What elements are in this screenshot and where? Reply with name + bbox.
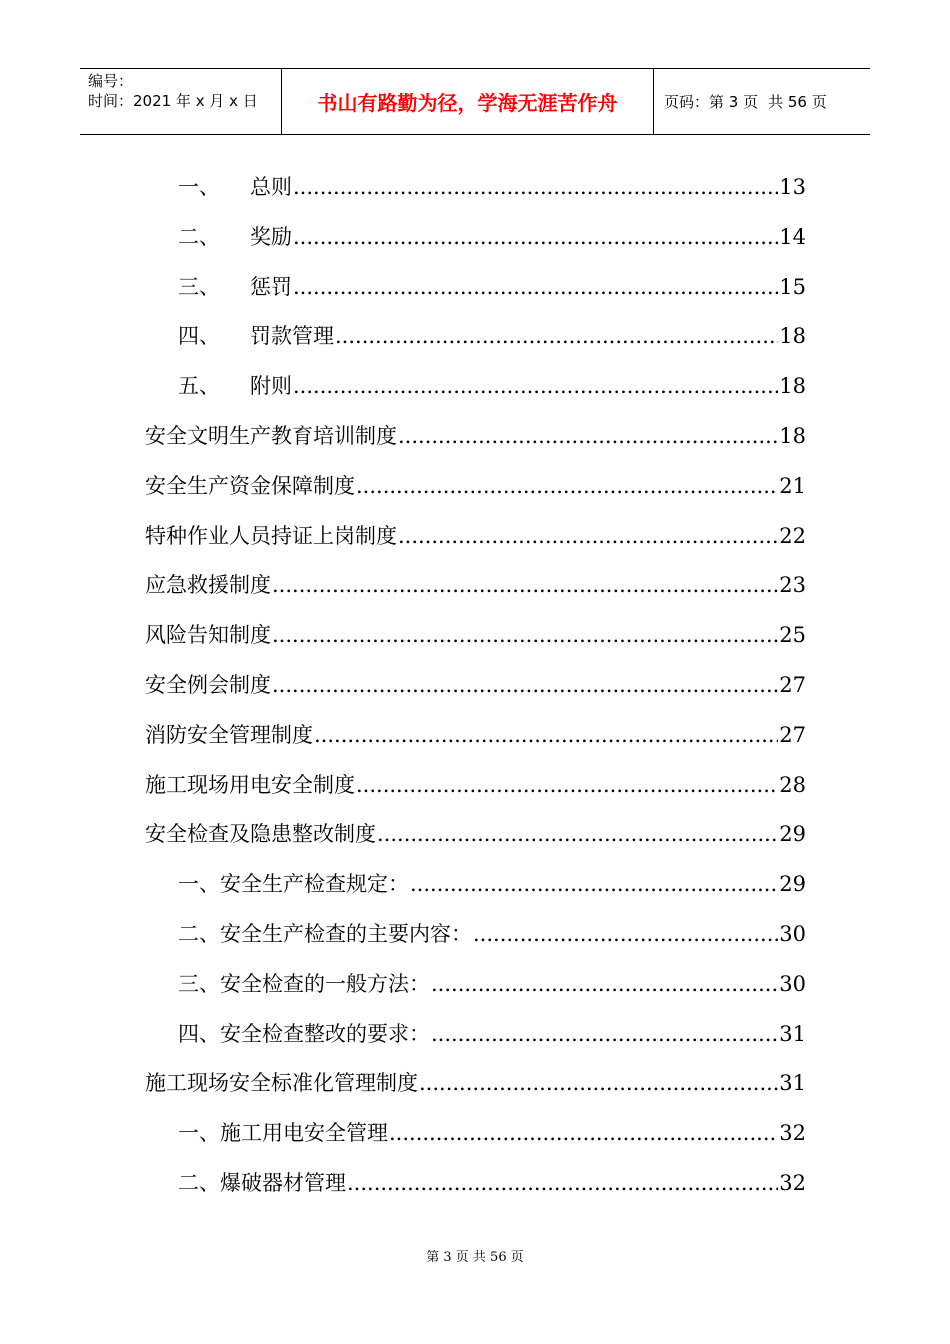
toc-leader-dots [410,869,778,899]
toc-entry-text: 特种作业人员持证上岗制度 [145,523,397,548]
toc-entry[interactable] [145,511,806,551]
toc-entry-text: 安全检查整改的要求： [220,1021,430,1046]
toc-entry[interactable] [145,760,806,800]
toc-entry[interactable] [178,311,806,351]
toc-entry-title [178,172,292,202]
toc-entry[interactable] [178,1158,806,1198]
toc-entry-title [145,1068,418,1098]
toc-entry-title [178,371,292,401]
toc-entry[interactable] [145,610,806,650]
toc-entry-number: 二、 [178,1171,220,1195]
header-motto: 书山有路勤为径，学海无涯苦作舟 [282,69,654,134]
toc-entry-page: 31 [779,1021,806,1046]
toc-entry-text: 安全生产资金保障制度 [145,473,355,498]
toc-leader-dots [398,421,778,451]
toc-leader-dots [356,471,778,501]
toc-entry-text: 总则 [250,175,292,199]
toc-entry-title [178,1019,430,1049]
toc-entry-page: 14 [779,224,806,249]
toc-entry-text: 安全文明生产教育培训制度 [145,424,397,448]
toc-entry-page: 18 [779,324,806,349]
toc-entry-page: 22 [779,523,806,548]
toc-leader-dots [293,371,778,401]
toc-entry-text: 消防安全管理制度 [145,722,313,747]
toc-leader-dots [347,1168,778,1198]
toc-entry-text: 惩罚 [250,274,292,299]
toc-entry-page: 29 [779,822,806,847]
toc-leader-dots [272,570,778,600]
doc-date-label: 时间：2021 年 x 月 x 日 [88,92,258,110]
toc-entry-title [178,1168,346,1198]
page-header [80,68,870,135]
toc-entry-title [145,770,355,800]
toc-entry-title [145,670,271,700]
toc-entry[interactable] [145,411,806,451]
header-page-label: 页码：第 3 页 [664,93,759,111]
toc-entry[interactable] [145,1058,806,1098]
toc-entry-number: 二、 [178,922,220,946]
toc-entry-title [178,919,472,949]
toc-entry-page: 27 [779,722,806,747]
toc-entry-title [145,570,271,600]
toc-entry-page: 23 [779,573,806,598]
toc-entry[interactable] [145,461,806,501]
toc-entry-text: 施工用电安全管理 [220,1121,388,1146]
toc-entry-text: 罚款管理 [250,324,334,349]
toc-entry-page: 18 [779,424,806,448]
toc-entry-title [145,421,397,451]
toc-entry-text: 施工现场安全标准化管理制度 [145,1071,418,1096]
toc-entry[interactable] [178,262,806,302]
toc-leader-dots [272,620,778,650]
toc-leader-dots [335,321,778,351]
toc-entry[interactable] [145,560,806,600]
toc-entry-page: 28 [779,772,806,797]
toc-entry-page: 15 [779,274,806,299]
toc-entry[interactable] [178,1108,806,1148]
toc-entry-number: 一、 [178,175,220,199]
toc-entry-title [178,969,430,999]
toc-entry-page: 18 [779,374,806,399]
toc-entry-text: 安全检查的一般方法： [220,971,430,996]
toc-entry-text: 安全例会制度 [145,673,271,697]
doc-number-label: 编号： [88,72,134,90]
toc-entry-text: 施工现场用电安全制度 [145,772,355,797]
toc-entry-number: 一、 [178,872,220,897]
toc-entry-number: 一、 [178,1121,220,1146]
toc-entry-text: 安全检查及隐患整改制度 [145,822,376,847]
toc-leader-dots [419,1068,778,1098]
header-meta [80,69,282,134]
toc-entry-number: 五、 [178,374,220,399]
toc-entry-text: 应急救援制度 [145,573,271,598]
toc-leader-dots [293,272,778,302]
toc-entry[interactable] [178,361,806,401]
toc-entry-page: 21 [779,473,806,498]
toc-entry[interactable] [145,660,806,700]
toc-entry[interactable] [145,710,806,750]
toc-entry-text: 附则 [250,374,292,399]
toc-entry-text: 风险告知制度 [145,623,271,648]
toc-entry-text: 安全生产检查规定： [220,872,409,897]
toc-entry-text: 奖励 [250,224,292,249]
toc-entry[interactable] [178,212,806,252]
header-page-info [654,69,870,134]
toc-entry-page: 27 [779,673,806,697]
toc-entry-page: 30 [779,971,806,996]
toc-entry-title [178,1118,388,1148]
toc-entry-page: 25 [779,623,806,648]
toc-entry-title [145,720,313,750]
toc-leader-dots [398,521,778,551]
toc-entry-text: 爆破器材管理 [220,1171,346,1195]
toc-entry-number: 三、 [178,971,220,996]
toc-entry-page: 29 [779,872,806,897]
header-total-label: 共 56 页 [768,93,827,111]
toc-entry-title [178,222,292,252]
toc-entry-title [145,620,271,650]
toc-entry-page: 31 [779,1071,806,1096]
toc-leader-dots [314,720,778,750]
toc-entry[interactable] [145,809,806,849]
toc-leader-dots [431,969,778,999]
toc-entry-title [178,869,409,899]
toc-entry-title [145,819,376,849]
toc-entry-page: 30 [779,922,806,946]
toc-leader-dots [293,172,778,202]
toc-entry-number: 二、 [178,224,220,249]
toc-entry-title [145,521,397,551]
toc-entry-page: 32 [779,1171,806,1195]
toc-entry-number: 四、 [178,1021,220,1046]
toc-entry-title [178,321,334,351]
toc-leader-dots [293,222,778,252]
toc-entry-title [178,272,292,302]
toc-leader-dots [377,819,778,849]
page-footer: 第 3 页 共 56 页 [426,1250,524,1265]
toc-entry-page: 32 [779,1121,806,1146]
toc-leader-dots [389,1118,778,1148]
toc-leader-dots [272,670,778,700]
toc-entry-title [145,471,355,501]
toc-entry[interactable] [178,162,806,202]
toc-leader-dots [431,1019,778,1049]
toc-leader-dots [473,919,778,949]
toc-entry-number: 四、 [178,324,220,349]
toc-entry[interactable] [178,859,806,899]
toc-entry-text: 安全生产检查的主要内容： [220,922,472,946]
toc-entry[interactable] [178,959,806,999]
toc-entry[interactable] [178,1009,806,1049]
toc-entry-number: 三、 [178,274,220,299]
toc-leader-dots [356,770,778,800]
toc-entry-page: 13 [779,175,806,199]
toc-entry[interactable] [178,909,806,949]
